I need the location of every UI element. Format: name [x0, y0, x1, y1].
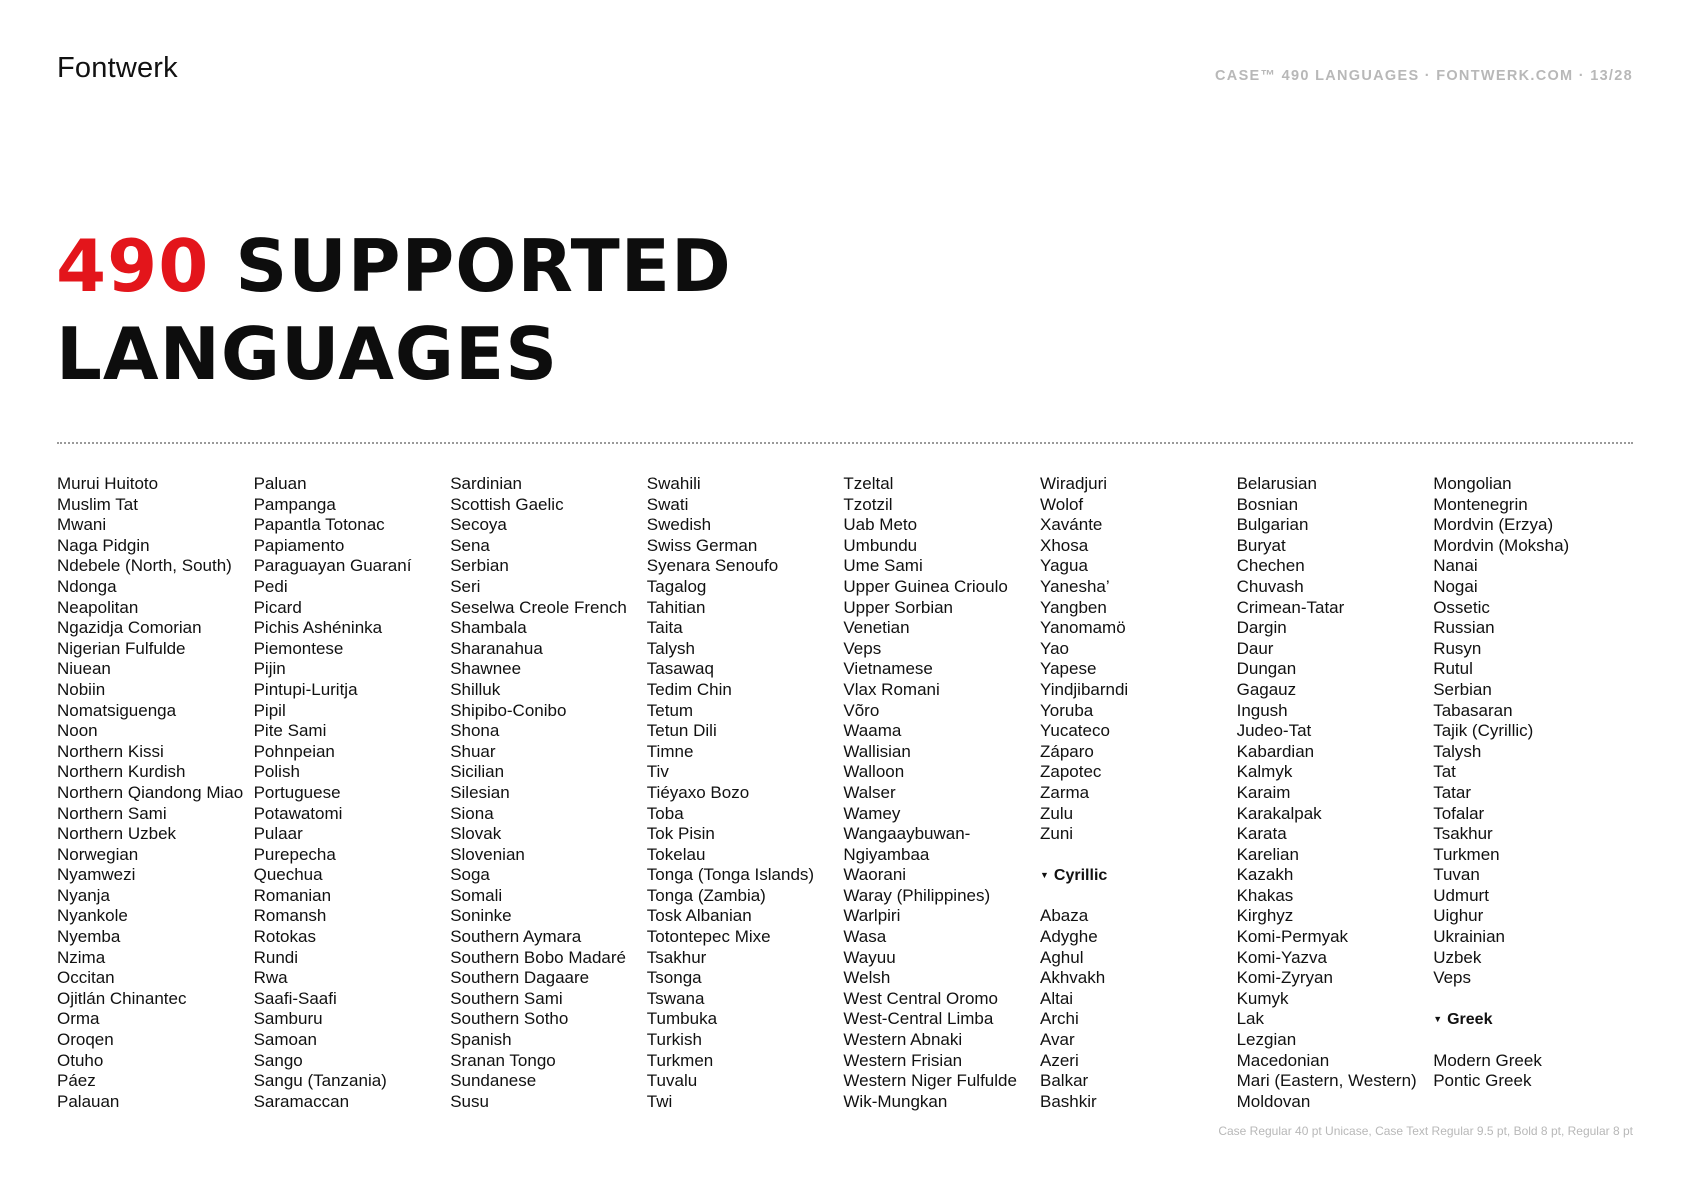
language-item: Nomatsiguenga [57, 700, 177, 720]
language-item: Daur [1236, 638, 1274, 658]
language-item: Sranan Tongo [450, 1050, 556, 1070]
title-line-2: LANGUAGES [56, 312, 559, 396]
language-item: Dargin [1236, 618, 1287, 638]
language-item: Kabardian [1236, 741, 1315, 761]
language-item: Crimean-Tatar [1236, 597, 1345, 617]
language-item: Paraguayan Guaraní [253, 556, 412, 576]
language-item: Wangaaybuwan- [843, 824, 971, 844]
language-item: Venetian [843, 618, 910, 638]
language-item: Wallisian [843, 741, 911, 761]
language-item: Polish [253, 762, 300, 782]
language-item: Seri [450, 576, 481, 596]
language-item: Slovenian [450, 844, 525, 864]
language-item: Nanai [1433, 556, 1478, 576]
language-item: Ojitlán Chinantec [57, 988, 187, 1008]
language-item: Komi-Zyryan [1236, 968, 1333, 988]
language-item: Walloon [843, 762, 905, 782]
language-item: Zulu [1040, 803, 1074, 823]
language-item: Shawnee [450, 659, 522, 679]
language-item: Shilluk [450, 679, 501, 699]
language-item: Timne [646, 741, 694, 761]
language-item: Northern Kurdish [57, 762, 186, 782]
language-item: Purepecha [253, 844, 336, 864]
language-item: Talysh [1433, 741, 1482, 761]
language-item: Pintupi-Luritja [253, 679, 358, 699]
language-item: Taita [646, 618, 683, 638]
language-item: Záparo [1040, 741, 1094, 761]
language-item: Sangu (Tanzania) [253, 1071, 387, 1091]
language-item: Khakas [1236, 885, 1294, 905]
language-item: Russian [1433, 618, 1495, 638]
language-item: Turkmen [646, 1050, 714, 1070]
language-item: Muslim Tat [57, 494, 138, 514]
language-item: Tiéyaxo Bozo [646, 782, 750, 802]
language-item: Tagalog [646, 576, 707, 596]
language-item: Neapolitan [57, 597, 139, 617]
language-item: Tumbuka [646, 1009, 718, 1029]
language-item: Yucateco [1040, 721, 1110, 741]
language-item: Tokelau [646, 844, 706, 864]
language-item: Pohnpeian [253, 741, 335, 761]
language-item: Murui Huitoto [57, 474, 159, 493]
language-item: West-Central Limba [843, 1009, 994, 1029]
language-item: Southern Dagaare [450, 968, 590, 988]
dotted-divider [57, 442, 1633, 444]
language-column [450, 474, 646, 1112]
language-item: Welsh [843, 968, 891, 988]
language-item: Portuguese [253, 782, 341, 802]
language-item: Norwegian [57, 844, 139, 864]
triangle-down-icon: ▼ [1040, 870, 1049, 881]
language-item: Piemontese [253, 638, 344, 658]
language-item: Nyankole [57, 906, 128, 926]
language-item: Dungan [1236, 659, 1297, 679]
language-item: Kalmyk [1236, 762, 1293, 782]
language-item: Sena [450, 535, 490, 555]
language-item: Naga Pidgin [57, 535, 150, 555]
language-item: Tat [1433, 762, 1456, 782]
language-item: Zarma [1040, 782, 1090, 802]
language-item: Saramaccan [253, 1091, 350, 1111]
language-item: Tabasaran [1433, 700, 1513, 720]
language-item: Mari (Eastern, Western) [1236, 1071, 1417, 1091]
script-section-heading [1040, 865, 1236, 886]
language-item: Romansh [253, 906, 327, 926]
language-item: Uighur [1433, 906, 1484, 926]
language-item: Tofalar [1433, 803, 1485, 823]
language-item: Walser [843, 782, 896, 802]
language-item: Yagua [1040, 556, 1088, 576]
language-item: Vlax Romani [843, 679, 940, 699]
language-item: Samburu [253, 1009, 323, 1029]
page-title [56, 222, 732, 398]
language-item: Umbundu [843, 535, 918, 555]
language-item: Komi-Yazva [1236, 947, 1327, 967]
language-item: Soga [450, 865, 490, 885]
language-item: Wiradjuri [1040, 474, 1108, 493]
language-item: Buryat [1236, 535, 1286, 555]
language-item: Nobiin [57, 679, 106, 699]
language-item: Bulgarian [1236, 515, 1309, 535]
language-item: Mordvin (Moksha) [1433, 535, 1570, 555]
language-item: Shuar [450, 741, 496, 761]
language-item: Yindjibarndi [1040, 679, 1129, 699]
language-item: Tiv [646, 762, 669, 782]
language-item: Totontepec Mixe [646, 927, 771, 947]
language-item: Macedonian [1236, 1050, 1330, 1070]
script-section-heading [1433, 1009, 1629, 1030]
language-item: Tosk Albanian [646, 906, 752, 926]
language-item: Tetun Dili [646, 721, 717, 741]
language-item: Karaim [1236, 782, 1291, 802]
language-item: Zapotec [1040, 762, 1102, 782]
language-item: Swedish [646, 515, 712, 535]
language-item: Swati [646, 494, 689, 514]
language-item: Uzbek [1433, 947, 1482, 967]
language-item: Yanesha’ [1040, 576, 1110, 596]
language-item: Ossetic [1433, 597, 1490, 617]
language-column [1237, 474, 1433, 1112]
language-item: Azeri [1040, 1050, 1079, 1070]
language-item: Rundi [253, 947, 299, 967]
language-item: Pichis Ashéninka [253, 618, 383, 638]
language-item: Wayuu [843, 947, 896, 967]
script-section-label: Cyrillic [1053, 867, 1108, 885]
language-item: Swiss German [646, 535, 758, 555]
language-item: Tzeltal [843, 474, 894, 493]
language-item: Northern Kissi [57, 741, 164, 761]
language-item: Southern Sotho [450, 1009, 569, 1029]
language-item: Swahili [646, 474, 701, 493]
language-item: Tuvalu [646, 1071, 698, 1091]
language-item: Yapese [1040, 659, 1097, 679]
language-item: Aghul [1040, 947, 1084, 967]
language-item: Pite Sami [253, 721, 327, 741]
language-item: Sicilian [450, 762, 505, 782]
language-item: Mongolian [1433, 474, 1512, 493]
language-item: Picard [253, 597, 302, 617]
language-item: Sango [253, 1050, 303, 1070]
language-item: Sundanese [450, 1071, 537, 1091]
language-item: Waray (Philippines) [843, 885, 991, 905]
language-item: Siona [450, 803, 494, 823]
language-item: Udmurt [1433, 885, 1489, 905]
language-item: Papantla Totonac [253, 515, 385, 535]
language-item: Yanomamö [1040, 618, 1126, 638]
language-item: Wik-Mungkan [843, 1091, 948, 1111]
language-item: Orma [57, 1009, 100, 1029]
language-item: Pedi [253, 576, 288, 596]
language-item: Zuni [1040, 824, 1074, 844]
language-item: Tahitian [646, 597, 706, 617]
language-item: Ndebele (North, South) [57, 556, 232, 576]
triangle-down-icon: ▼ [1433, 1014, 1443, 1025]
language-item: Lak [1236, 1009, 1265, 1029]
language-item: Southern Sami [450, 988, 563, 1008]
language-item: Nyanja [57, 885, 110, 905]
language-item: Bashkir [1040, 1091, 1097, 1111]
language-item: Northern Qiandong Miao [57, 782, 244, 802]
language-item: Tuvan [1433, 865, 1480, 885]
language-item: Otuho [57, 1050, 104, 1070]
language-item: Vietnamese [843, 659, 933, 679]
language-item: Occitan [57, 968, 115, 988]
language-column [254, 474, 450, 1112]
language-item: Nzima [57, 947, 106, 967]
title-number: 490 [56, 224, 210, 308]
language-item: Abaza [1040, 906, 1089, 926]
language-item: Ingush [1236, 700, 1288, 720]
language-item: Silesian [450, 782, 510, 802]
language-item: Serbian [1433, 679, 1492, 699]
language-item: Pampanga [253, 494, 336, 514]
language-item: Judeo-Tat [1236, 721, 1312, 741]
language-item: Northern Sami [57, 803, 167, 823]
language-column [57, 474, 253, 1112]
language-item: Gagauz [1236, 679, 1297, 699]
language-item: Modern Greek [1433, 1050, 1542, 1070]
language-item: Upper Sorbian [843, 597, 954, 617]
language-item: Yoruba [1040, 700, 1094, 720]
language-item: Shambala [450, 618, 527, 638]
language-item: Ukrainian [1433, 927, 1505, 947]
language-item: Altai [1040, 988, 1074, 1008]
language-item: Susu [450, 1091, 489, 1111]
language-item: Soninke [450, 906, 512, 926]
language-item: Akhvakh [1040, 968, 1106, 988]
language-item: Palauan [57, 1091, 120, 1111]
language-item: Wasa [843, 927, 887, 947]
language-column [1433, 474, 1629, 1092]
language-item: Nyemba [57, 927, 121, 947]
language-item: Papiamento [253, 535, 345, 555]
language-item: Western Niger Fulfulde [843, 1071, 1017, 1091]
language-item: Uab Meto [843, 515, 918, 535]
language-item: Turkmen [1433, 844, 1500, 864]
language-item: Lezgian [1236, 1030, 1297, 1050]
language-item: Paluan [253, 474, 307, 493]
language-item: Mwani [57, 515, 107, 535]
language-item: Kumyk [1236, 988, 1289, 1008]
language-item: Saafi-Saafi [253, 988, 337, 1008]
language-item: Rotokas [253, 927, 316, 947]
language-item: Potawatomi [253, 803, 343, 823]
language-item: Waama [843, 721, 902, 741]
language-column [647, 474, 843, 1112]
language-item: Karata [1236, 824, 1287, 844]
language-item: Moldovan [1236, 1091, 1311, 1111]
language-item: Shona [450, 721, 500, 741]
language-item: Warlpiri [843, 906, 901, 926]
language-item: Archi [1040, 1009, 1079, 1029]
language-item: Bosnian [1236, 494, 1299, 514]
language-item: Mordvin (Erzya) [1433, 515, 1554, 535]
language-item: Upper Guinea Crioulo [843, 576, 1008, 596]
language-item: Tajik (Cyrillic) [1433, 721, 1534, 741]
language-item: Adyghe [1040, 927, 1098, 947]
language-item: Ngiyambaa [843, 844, 930, 864]
language-item: Tswana [646, 988, 705, 1008]
language-item: Rutul [1433, 659, 1473, 679]
language-item: Võro [843, 700, 880, 720]
language-item: Tasawaq [646, 659, 714, 679]
language-item: Serbian [450, 556, 509, 576]
language-item: Toba [646, 803, 684, 823]
language-item: Talysh [646, 638, 695, 658]
script-section-label: Greek [1447, 1011, 1493, 1029]
language-item: Oroqen [57, 1030, 114, 1050]
language-item: Nigerian Fulfulde [57, 638, 186, 658]
language-item: Yao [1040, 638, 1069, 658]
language-item: Wamey [843, 803, 901, 823]
language-item: Kazakh [1236, 865, 1294, 885]
language-item: Southern Aymara [450, 927, 582, 947]
language-item: Chechen [1236, 556, 1305, 576]
language-item: Tatar [1433, 782, 1471, 802]
language-item: Twi [646, 1091, 673, 1111]
language-item: Samoan [253, 1030, 317, 1050]
language-item: Seselwa Creole French [450, 597, 627, 617]
language-item: Western Abnaki [843, 1030, 963, 1050]
fontwerk-logo: Fontwerk [57, 52, 178, 84]
language-item: Komi-Permyak [1236, 927, 1349, 947]
header-meta: CASE™ 490 LANGUAGES · FONTWERK.COM · 13/28 [1215, 68, 1633, 84]
language-item: Turkish [646, 1030, 702, 1050]
language-item: Shipibo-Conibo [450, 700, 567, 720]
language-item: Quechua [253, 865, 323, 885]
language-item: Nyamwezi [57, 865, 136, 885]
language-item: Pipil [253, 700, 286, 720]
language-item: Xavánte [1040, 515, 1103, 535]
language-item: Kirghyz [1236, 906, 1294, 926]
language-item: Veps [843, 638, 882, 658]
language-item: Pontic Greek [1433, 1071, 1532, 1091]
language-item: Secoya [450, 515, 507, 535]
language-item: Karelian [1236, 844, 1299, 864]
language-item: Tonga (Tonga Islands) [646, 865, 815, 885]
language-item: Chuvash [1236, 576, 1304, 596]
language-item: Ngazidja Comorian [57, 618, 202, 638]
language-item: Tsakhur [646, 947, 707, 967]
language-item: Veps [1433, 968, 1471, 988]
language-item: Romanian [253, 885, 332, 905]
language-item: Northern Uzbek [57, 824, 177, 844]
language-item: Xhosa [1040, 535, 1089, 555]
language-item: Tsonga [646, 968, 702, 988]
language-item: Tetum [646, 700, 694, 720]
language-item: Scottish Gaelic [450, 494, 564, 514]
language-item: Somali [450, 885, 503, 905]
language-item: Nogai [1433, 576, 1478, 596]
language-item: Yangben [1040, 597, 1107, 617]
language-item: Tsakhur [1433, 824, 1493, 844]
language-item: Western Frisian [843, 1050, 963, 1070]
language-item: Noon [57, 721, 98, 741]
language-item: Spanish [450, 1030, 512, 1050]
language-item: Belarusian [1236, 474, 1317, 493]
language-item: Karakalpak [1236, 803, 1322, 823]
language-item: Waorani [843, 865, 907, 885]
language-column [1040, 474, 1236, 1112]
language-item: Ume Sami [843, 556, 923, 576]
footnote: Case Regular 40 pt Unicase, Case Text Regular 9.5 pt, Bold 8 pt, Regular 8 pt [1218, 1124, 1633, 1138]
language-item: Southern Bobo Madaré [450, 947, 626, 967]
language-item: Pijin [253, 659, 286, 679]
language-item: Rwa [253, 968, 288, 988]
language-item: Avar [1040, 1030, 1075, 1050]
language-item: Wolof [1040, 494, 1084, 514]
language-item: Páez [57, 1071, 96, 1091]
language-item: Tok Pisin [646, 824, 715, 844]
language-item: Pulaar [253, 824, 303, 844]
language-item: Sardinian [450, 474, 523, 493]
title-line-1: SUPPORTED [235, 224, 732, 308]
language-item: Ndonga [57, 576, 117, 596]
language-item: Tzotzil [843, 494, 893, 514]
language-item: Tonga (Zambia) [646, 885, 766, 905]
language-item: Sharanahua [450, 638, 543, 658]
language-item: Syenara Senoufo [646, 556, 779, 576]
language-item: Niuean [57, 659, 111, 679]
language-item: Slovak [450, 824, 502, 844]
language-item: Tedim Chin [646, 679, 732, 699]
language-item: Rusyn [1433, 638, 1482, 658]
language-item: West Central Oromo [843, 988, 999, 1008]
language-item: Montenegrin [1433, 494, 1528, 514]
language-item: Balkar [1040, 1071, 1089, 1091]
language-column [843, 474, 1039, 1112]
